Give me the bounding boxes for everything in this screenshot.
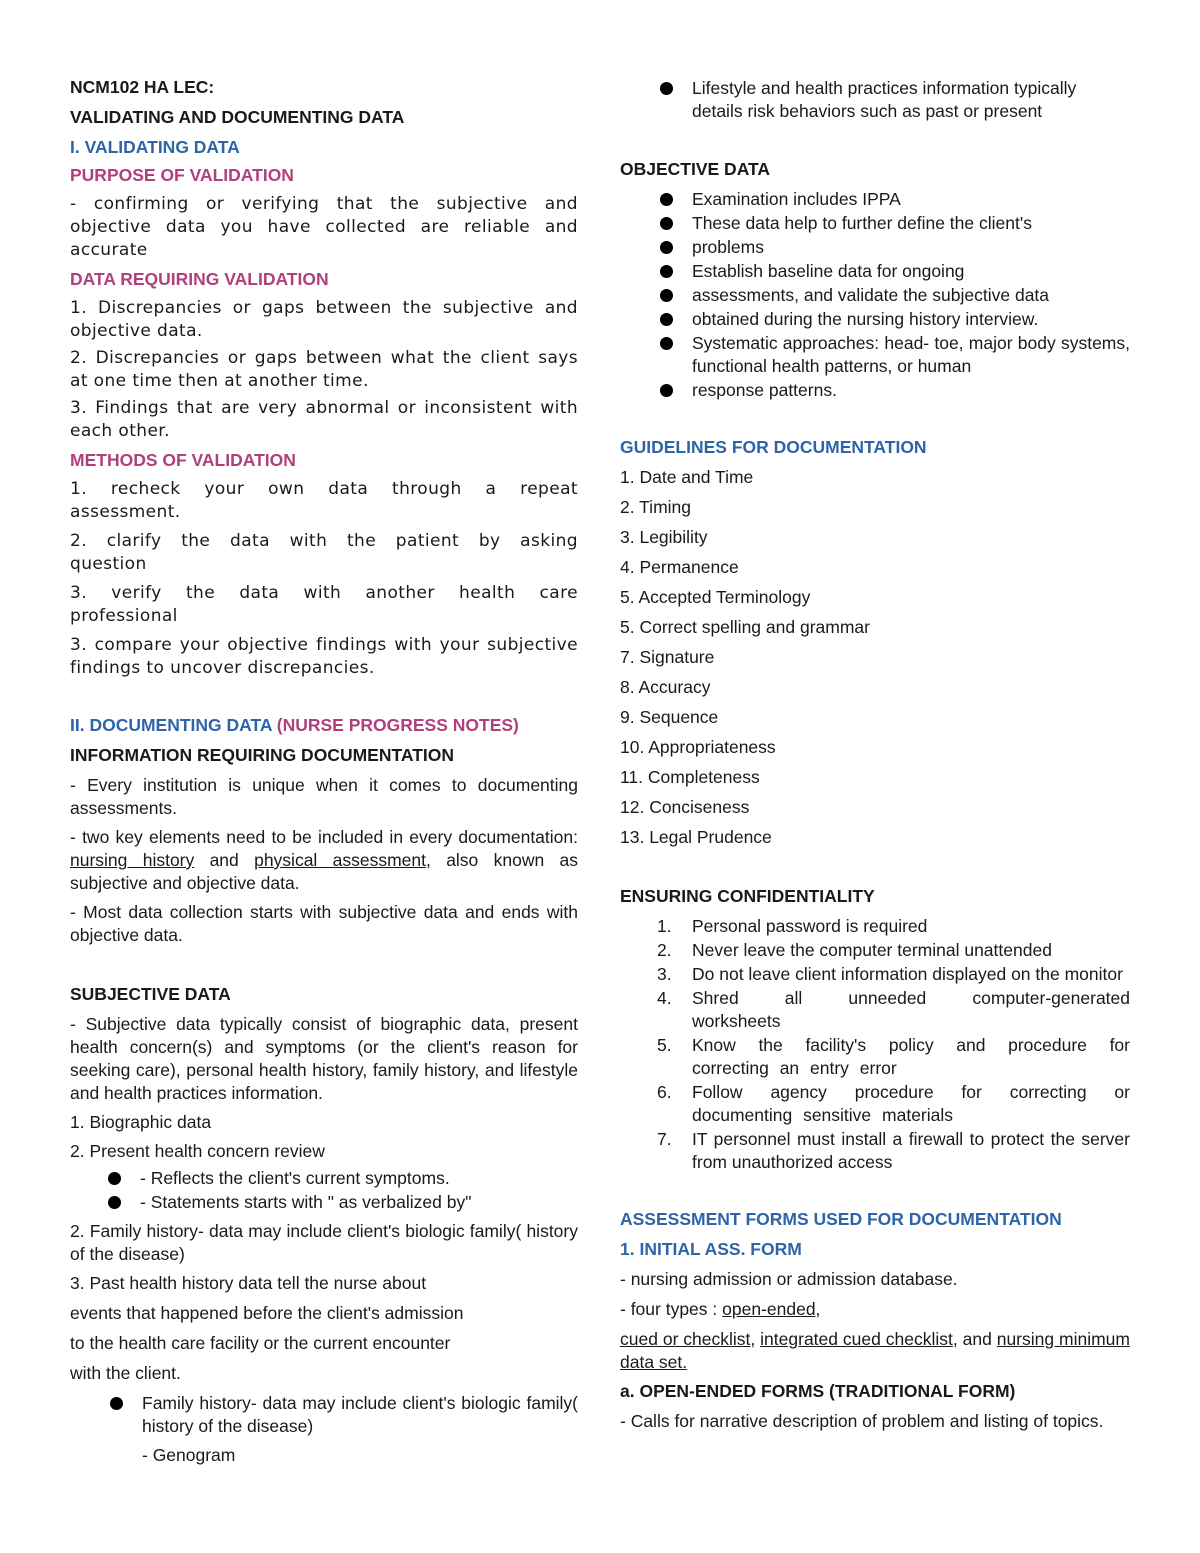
subjective-item: 1. Biographic data xyxy=(70,1112,212,1132)
bullet-text: Family history- data may include client's biologic family( history of the disease) xyxy=(142,1393,578,1436)
bullet-text: - Statements starts with " as verbalized by" xyxy=(140,1192,472,1212)
requiring-item: 3. Findings that are very abnormal or inconsistent with each other. xyxy=(70,398,578,441)
bullet-icon xyxy=(660,82,673,95)
open-ended-heading: a. OPEN-ENDED FORMS (TRADITIONAL FORM) xyxy=(620,1381,1016,1401)
item-text: Do not leave client information displayed on the monitor xyxy=(692,964,1123,984)
genogram-item: - Genogram xyxy=(142,1445,236,1465)
bullet-text: Systematic approaches: head- toe, major body systems, functional health patterns, or human xyxy=(692,333,1130,376)
bullet-text: Examination includes IPPA xyxy=(692,189,901,209)
method-item: 3. verify the data with another health care professional xyxy=(70,583,578,626)
guideline-item: 12. Conciseness xyxy=(620,797,750,817)
objective-item xyxy=(620,212,1130,235)
item-number: 3. xyxy=(657,964,672,984)
left-column xyxy=(70,76,578,1467)
bullet-text: response patterns. xyxy=(692,380,837,400)
bullet-icon xyxy=(660,289,673,302)
past-history-line: to the health care facility or the current encounter xyxy=(70,1333,451,1353)
info-heading: INFORMATION REQUIRING DOCUMENTATION xyxy=(70,745,455,765)
confidentiality-item xyxy=(620,1081,1130,1127)
separator: , and xyxy=(952,1329,997,1349)
section-2-heading xyxy=(70,714,578,737)
item-text: Never leave the computer terminal unattended xyxy=(692,940,1052,960)
subjective-heading: SUBJECTIVE DATA xyxy=(70,984,231,1004)
purpose-heading: PURPOSE OF VALIDATION xyxy=(70,165,294,185)
confidentiality-heading: ENSURING CONFIDENTIALITY xyxy=(620,886,875,906)
guideline-item: 8. Accuracy xyxy=(620,677,711,697)
guideline-item: 1. Date and Time xyxy=(620,467,754,487)
bullet-text: Establish baseline data for ongoing xyxy=(692,261,965,281)
bullet-text: problems xyxy=(692,237,764,257)
requiring-validation-heading: DATA REQUIRING VALIDATION xyxy=(70,269,329,289)
item-text: IT personnel must install a firewall to protect the server from unauthorized access xyxy=(692,1129,1130,1172)
confidentiality-item xyxy=(620,1128,1130,1174)
type-cued-checklist: cued or checklist xyxy=(620,1329,751,1349)
bullet-text: These data help to further define the client's xyxy=(692,213,1032,233)
subjective-item: 2. Present health concern review xyxy=(70,1141,325,1161)
requiring-item: 2. Discrepancies or gaps between what the client says at one time then at another time. xyxy=(70,348,578,391)
types-label: - four types : xyxy=(620,1299,723,1319)
forms-heading: ASSESSMENT FORMS USED FOR DOCUMENTATION xyxy=(620,1209,1062,1229)
bullet-item xyxy=(70,1191,578,1214)
section-2-title: II. DOCUMENTING DATA xyxy=(70,715,277,735)
section-2-subtitle: (NURSE PROGRESS NOTES) xyxy=(276,715,519,735)
past-history-line: events that happened before the client's admission xyxy=(70,1303,464,1323)
initial-form-text: - nursing admission or admission database. xyxy=(620,1269,958,1289)
nursing-history-term: nursing history xyxy=(70,850,195,870)
item-number: 6. xyxy=(657,1082,672,1102)
objective-item xyxy=(620,332,1130,378)
guideline-item: 5. Accepted Terminology xyxy=(620,587,811,607)
info-text xyxy=(70,826,578,895)
objective-heading: OBJECTIVE DATA xyxy=(620,159,771,179)
item-text: Follow agency procedure for correcting or documenting sensitive materials xyxy=(692,1082,1130,1125)
guidelines-heading: GUIDELINES FOR DOCUMENTATION xyxy=(620,437,927,457)
item-text: Personal password is required xyxy=(692,916,928,936)
type-open-ended: open-ended, xyxy=(722,1299,821,1319)
bullet-icon xyxy=(660,337,673,350)
family-history-item: 2. Family history- data may include client's biologic family( history of the disease) xyxy=(70,1221,578,1264)
info-text-part: and xyxy=(194,850,255,870)
document-title: VALIDATING AND DOCUMENTING DATA xyxy=(70,107,405,127)
past-history-line: with the client. xyxy=(70,1363,181,1383)
type-integrated-cued-checklist: integrated cued checklist xyxy=(760,1329,953,1349)
info-text: - Most data collection starts with subjective data and ends with objective data. xyxy=(70,902,578,945)
bullet-icon xyxy=(108,1172,121,1185)
right-column xyxy=(620,76,1130,1433)
type-nursing-minimum-data-set: nursing minimum data set. xyxy=(620,1329,1130,1372)
guideline-item: 11. Completeness xyxy=(620,767,760,787)
bullet-icon xyxy=(660,384,673,397)
confidentiality-item xyxy=(620,963,1130,986)
guideline-item: 13. Legal Prudence xyxy=(620,827,772,847)
bullet-icon xyxy=(660,241,673,254)
requiring-item: 1. Discrepancies or gaps between the subjective and objective data. xyxy=(70,298,578,341)
initial-form-heading: 1. INITIAL ASS. FORM xyxy=(620,1239,802,1259)
confidentiality-item xyxy=(620,987,1130,1033)
past-history-line: 3. Past health history data tell the nurse about xyxy=(70,1273,427,1293)
item-text: Know the facility's policy and procedure for correcting an entry error xyxy=(692,1035,1130,1078)
item-text: Shred all unneeded computer-generated worksheets xyxy=(692,988,1130,1031)
info-text-part: , also known as subjective and objective data. xyxy=(70,850,578,893)
guideline-item: 4. Permanence xyxy=(620,557,739,577)
bullet-text: obtained during the nursing history interview. xyxy=(692,309,1039,329)
separator: , xyxy=(750,1329,761,1349)
bullet-icon xyxy=(660,193,673,206)
confidentiality-item xyxy=(620,939,1130,962)
bullet-text: - Reflects the client's current symptoms. xyxy=(140,1168,450,1188)
method-item: 1. recheck your own data through a repeat assessment. xyxy=(70,479,578,522)
guideline-item: 7. Signature xyxy=(620,647,715,667)
guideline-item: 3. Legibility xyxy=(620,527,708,547)
item-number: 1. xyxy=(657,916,672,936)
bullet-icon xyxy=(108,1196,121,1209)
item-number: 7. xyxy=(657,1129,672,1149)
purpose-text: - confirming or verifying that the subjective and objective data you have collected are reliable and accurate xyxy=(70,194,578,260)
objective-item xyxy=(620,188,1130,211)
methods-heading: METHODS OF VALIDATION xyxy=(70,450,296,470)
guideline-item: 2. Timing xyxy=(620,497,691,517)
initial-form-types-cont xyxy=(620,1328,1130,1374)
initial-form-types xyxy=(620,1298,1130,1321)
info-text-part: - two key elements need to be included in every documentation: xyxy=(70,827,578,847)
bullet-item xyxy=(620,77,1130,123)
objective-item xyxy=(620,379,1130,402)
open-ended-text: - Calls for narrative description of problem and listing of topics. xyxy=(620,1411,1104,1431)
bullet-text: Lifestyle and health practices information typically details risk behaviors such as past or present xyxy=(692,78,1077,121)
objective-item xyxy=(620,308,1130,331)
method-item: 2. clarify the data with the patient by asking question xyxy=(70,531,578,574)
method-item: 3. compare your objective findings with your subjective findings to uncover discrepancies. xyxy=(70,635,578,678)
confidentiality-item xyxy=(620,915,1130,938)
info-text: - Every institution is unique when it comes to documenting assessments. xyxy=(70,775,578,818)
course-code: NCM102 HA LEC: xyxy=(70,77,215,97)
guideline-item: 10. Appropriateness xyxy=(620,737,776,757)
bullet-item xyxy=(70,1392,578,1438)
objective-item xyxy=(620,260,1130,283)
section-1-heading: I. VALIDATING DATA xyxy=(70,137,240,157)
subjective-text: - Subjective data typically consist of biographic data, present health concern(s) and symptoms (or the client's reason for seeking care), personal health history, family history, and lifestyle and health practices information. xyxy=(70,1014,578,1103)
bullet-text: assessments, and validate the subjective data xyxy=(692,285,1050,305)
bullet-icon xyxy=(110,1397,123,1410)
objective-item xyxy=(620,236,1130,259)
item-number: 2. xyxy=(657,940,672,960)
objective-item xyxy=(620,284,1130,307)
item-number: 4. xyxy=(657,988,672,1008)
bullet-icon xyxy=(660,217,673,230)
bullet-icon xyxy=(660,313,673,326)
guideline-item: 5. Correct spelling and grammar xyxy=(620,617,870,637)
guideline-item: 9. Sequence xyxy=(620,707,719,727)
physical-assessment-term: physical assessment xyxy=(254,850,427,870)
bullet-item xyxy=(70,1167,578,1190)
item-number: 5. xyxy=(657,1035,672,1055)
bullet-icon xyxy=(660,265,673,278)
confidentiality-item xyxy=(620,1034,1130,1080)
